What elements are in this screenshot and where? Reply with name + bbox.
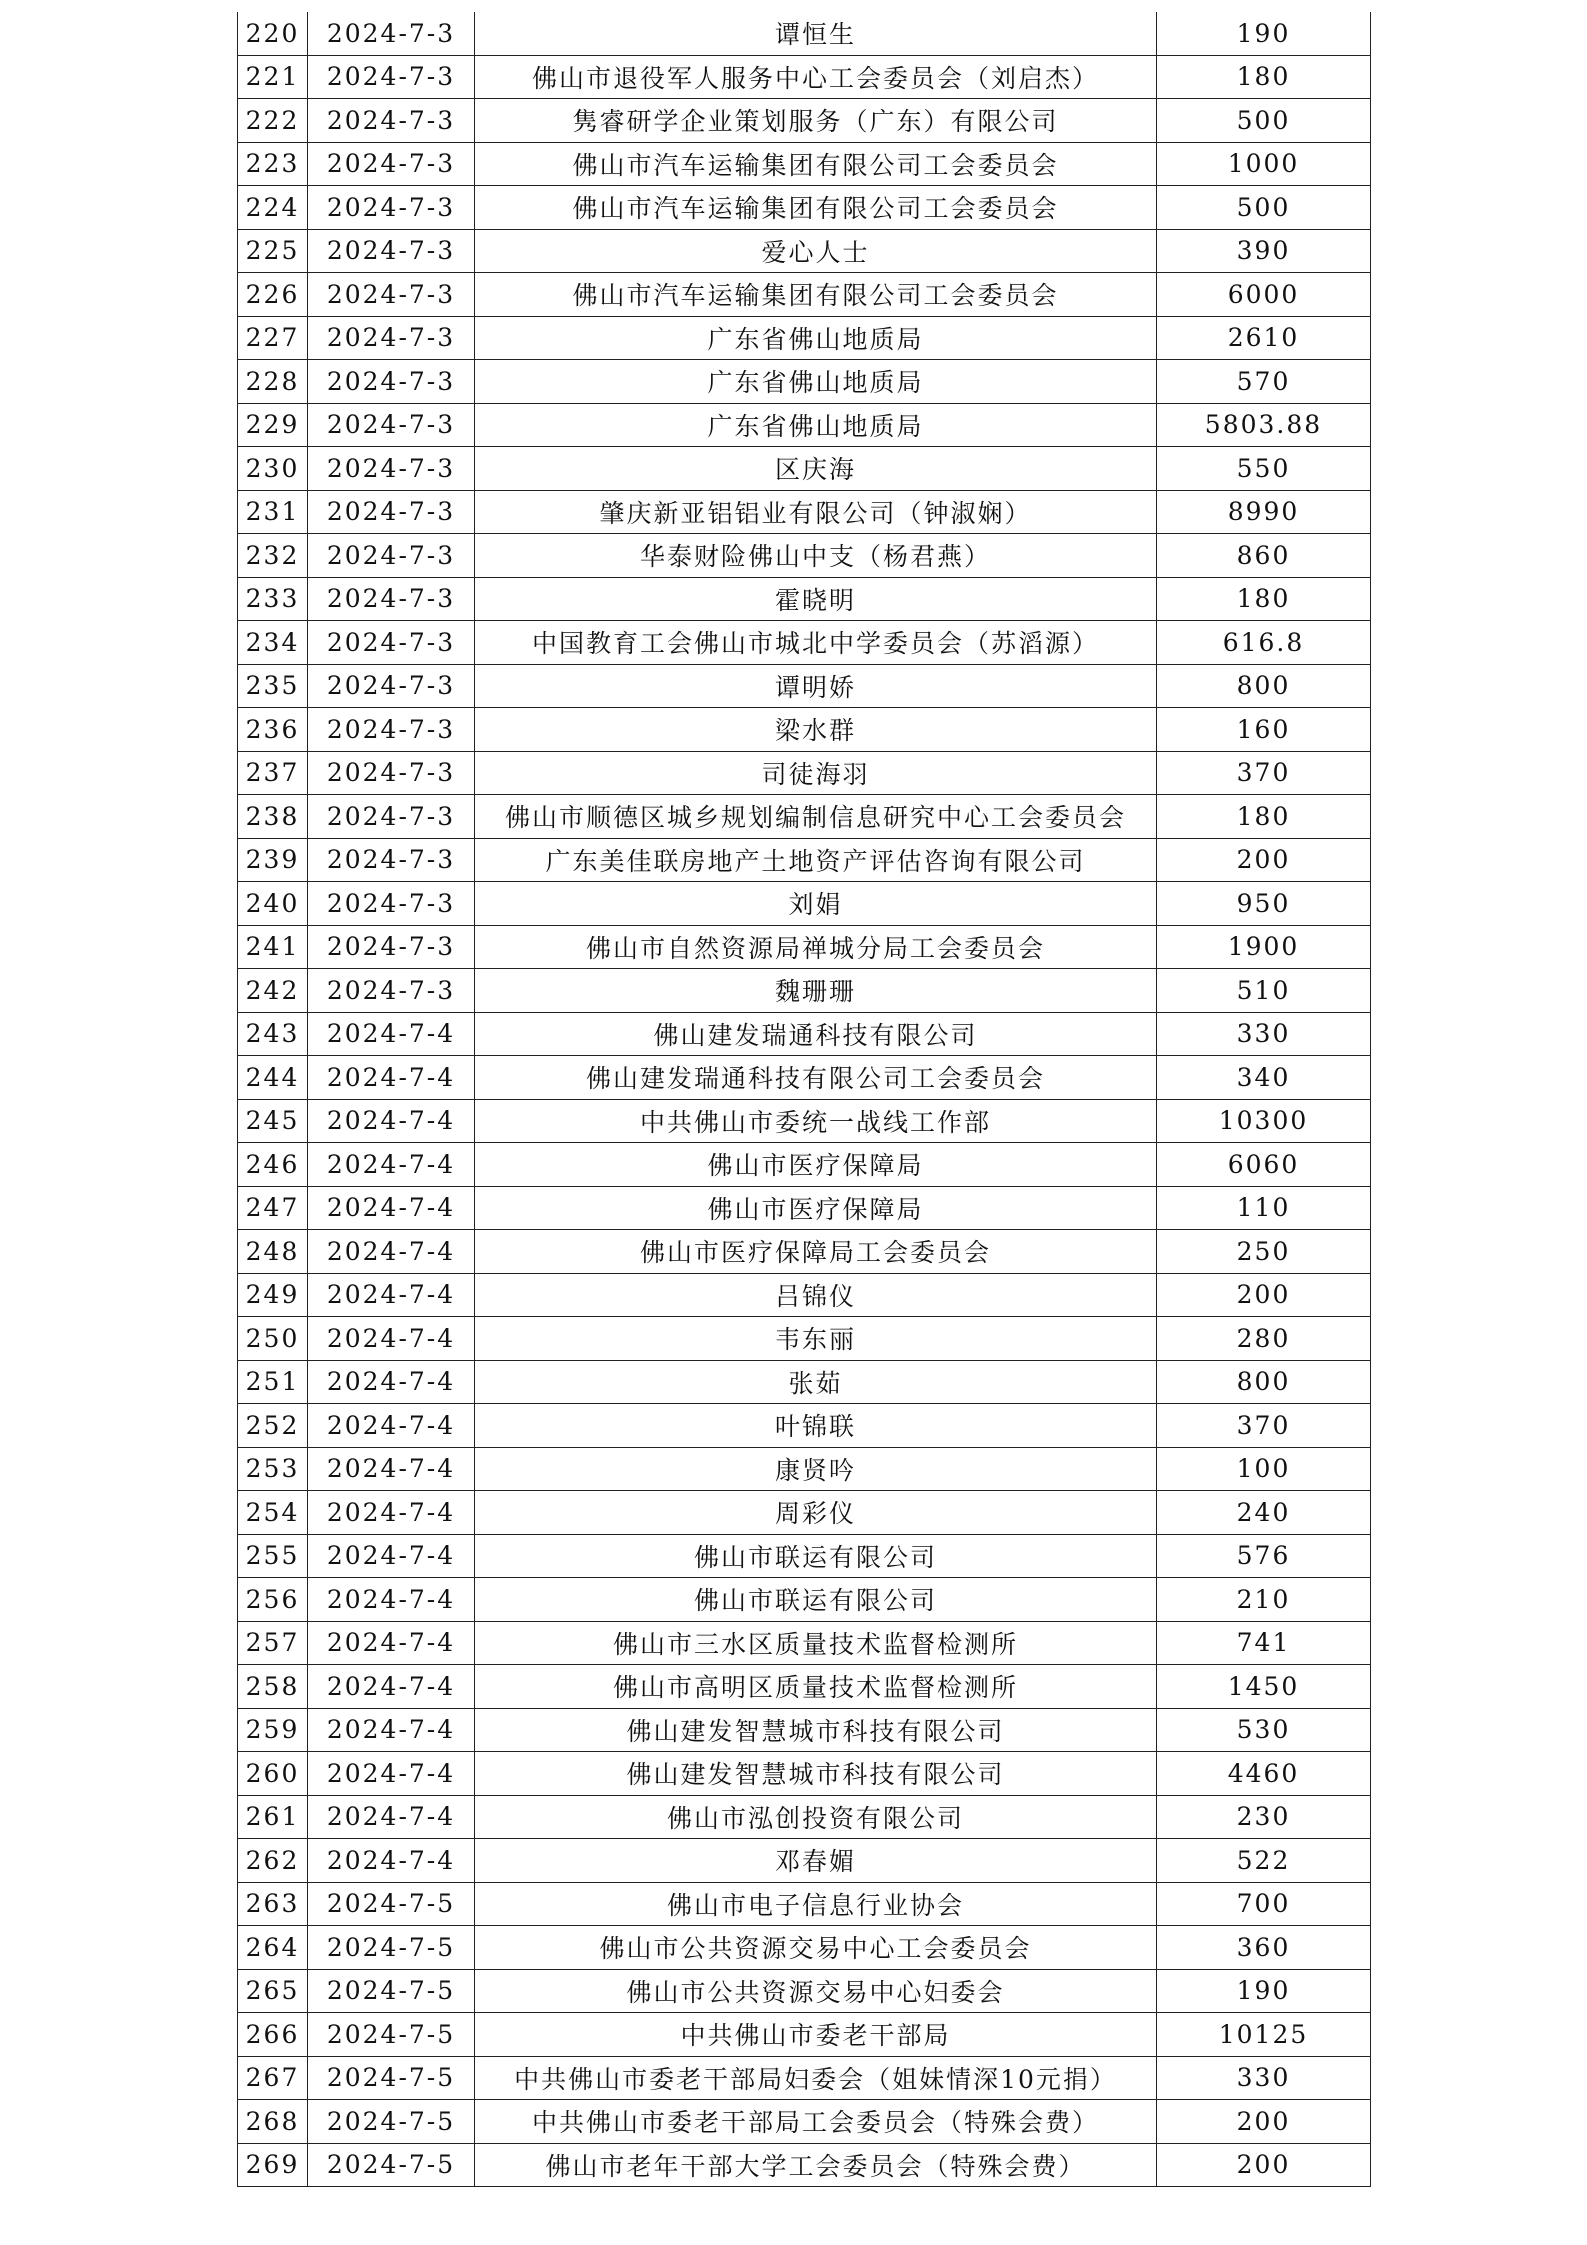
table-row: [238, 1056, 1371, 1100]
row-amount: 522: [1157, 1839, 1371, 1883]
row-date: 2024-7-3: [308, 664, 475, 708]
table-row: [238, 838, 1371, 882]
row-number: 228: [238, 360, 308, 404]
table-row: [238, 403, 1371, 447]
row-number: 237: [238, 751, 308, 795]
row-amount: 741: [1157, 1621, 1371, 1665]
row-number: 261: [238, 1795, 308, 1839]
row-date: 2024-7-3: [308, 55, 475, 99]
row-date: 2024-7-4: [308, 1143, 475, 1187]
table-row: [238, 1273, 1371, 1317]
table-row: [238, 1708, 1371, 1752]
row-date: 2024-7-5: [308, 1882, 475, 1926]
row-donor-name: 佛山建发瑞通科技有限公司工会委员会: [475, 1056, 1157, 1100]
row-donor-name: 华泰财险佛山中支（杨君燕）: [475, 534, 1157, 578]
row-amount: 10300: [1157, 1099, 1371, 1143]
row-date: 2024-7-3: [308, 795, 475, 839]
row-donor-name: 佛山市自然资源局禅城分局工会委员会: [475, 925, 1157, 969]
row-donor-name: 佛山市汽车运输集团有限公司工会委员会: [475, 142, 1157, 186]
row-number: 246: [238, 1143, 308, 1187]
row-number: 245: [238, 1099, 308, 1143]
row-donor-name: 广东美佳联房地产土地资产评估咨询有限公司: [475, 838, 1157, 882]
row-date: 2024-7-4: [308, 1317, 475, 1361]
table-row: [238, 969, 1371, 1013]
row-number: 258: [238, 1665, 308, 1709]
row-donor-name: 中共佛山市委统一战线工作部: [475, 1099, 1157, 1143]
row-amount: 100: [1157, 1447, 1371, 1491]
table-row: [238, 1752, 1371, 1796]
row-number: 220: [238, 12, 308, 55]
row-donor-name: 佛山市顺德区城乡规划编制信息研究中心工会委员会: [475, 795, 1157, 839]
table-row: [238, 1143, 1371, 1187]
table-row: [238, 2056, 1371, 2100]
row-amount: 200: [1157, 838, 1371, 882]
row-donor-name: 佛山建发智慧城市科技有限公司: [475, 1708, 1157, 1752]
row-donor-name: 佛山市公共资源交易中心妇委会: [475, 1969, 1157, 2013]
row-amount: 576: [1157, 1534, 1371, 1578]
row-number: 253: [238, 1447, 308, 1491]
table-row: [238, 621, 1371, 665]
row-amount: 510: [1157, 969, 1371, 1013]
table-row: [238, 664, 1371, 708]
row-number: 255: [238, 1534, 308, 1578]
row-number: 238: [238, 795, 308, 839]
row-donor-name: 佛山市老年干部大学工会委员会（特殊会费）: [475, 2143, 1157, 2187]
row-donor-name: 佛山市汽车运输集团有限公司工会委员会: [475, 273, 1157, 317]
row-number: 250: [238, 1317, 308, 1361]
row-number: 252: [238, 1404, 308, 1448]
table-row: [238, 12, 1371, 55]
row-date: 2024-7-4: [308, 1578, 475, 1622]
row-number: 235: [238, 664, 308, 708]
row-amount: 860: [1157, 534, 1371, 578]
row-amount: 340: [1157, 1056, 1371, 1100]
row-amount: 180: [1157, 795, 1371, 839]
row-number: 267: [238, 2056, 308, 2100]
row-number: 229: [238, 403, 308, 447]
table-row: [238, 1839, 1371, 1883]
row-date: 2024-7-4: [308, 1056, 475, 1100]
row-amount: 210: [1157, 1578, 1371, 1622]
table-row: [238, 490, 1371, 534]
row-donor-name: 中共佛山市委老干部局妇委会（姐妹情深10元捐）: [475, 2056, 1157, 2100]
row-amount: 6000: [1157, 273, 1371, 317]
row-number: 268: [238, 2100, 308, 2144]
row-amount: 230: [1157, 1795, 1371, 1839]
row-amount: 530: [1157, 1708, 1371, 1752]
row-donor-name: 中共佛山市委老干部局工会委员会（特殊会费）: [475, 2100, 1157, 2144]
row-donor-name: 区庆海: [475, 447, 1157, 491]
row-number: 234: [238, 621, 308, 665]
row-date: 2024-7-5: [308, 2056, 475, 2100]
row-donor-name: 佛山市电子信息行业协会: [475, 1882, 1157, 1926]
row-date: 2024-7-5: [308, 2013, 475, 2057]
row-amount: 8990: [1157, 490, 1371, 534]
table-row: [238, 186, 1371, 230]
row-number: 236: [238, 708, 308, 752]
table-row: [238, 708, 1371, 752]
table-row: [238, 534, 1371, 578]
row-date: 2024-7-4: [308, 1099, 475, 1143]
row-amount: 550: [1157, 447, 1371, 491]
row-donor-name: 佛山市三水区质量技术监督检测所: [475, 1621, 1157, 1665]
row-donor-name: 佛山市联运有限公司: [475, 1534, 1157, 1578]
row-number: 230: [238, 447, 308, 491]
row-date: 2024-7-3: [308, 708, 475, 752]
table-row: [238, 1621, 1371, 1665]
row-date: 2024-7-3: [308, 316, 475, 360]
row-date: 2024-7-3: [308, 12, 475, 55]
table-row: [238, 1447, 1371, 1491]
table-row: [238, 2143, 1371, 2187]
row-number: 242: [238, 969, 308, 1013]
row-donor-name: 魏珊珊: [475, 969, 1157, 1013]
row-date: 2024-7-3: [308, 751, 475, 795]
row-number: 257: [238, 1621, 308, 1665]
row-number: 222: [238, 99, 308, 143]
row-date: 2024-7-3: [308, 838, 475, 882]
row-number: 221: [238, 55, 308, 99]
row-date: 2024-7-5: [308, 2100, 475, 2144]
table-row: [238, 751, 1371, 795]
row-number: 243: [238, 1012, 308, 1056]
table-row: [238, 1969, 1371, 2013]
row-date: 2024-7-5: [308, 2143, 475, 2187]
row-donor-name: 中共佛山市委老干部局: [475, 2013, 1157, 2057]
row-amount: 180: [1157, 55, 1371, 99]
row-amount: 160: [1157, 708, 1371, 752]
row-date: 2024-7-4: [308, 1534, 475, 1578]
row-number: 232: [238, 534, 308, 578]
row-number: 227: [238, 316, 308, 360]
row-donor-name: 叶锦联: [475, 1404, 1157, 1448]
row-number: 223: [238, 142, 308, 186]
row-amount: 10125: [1157, 2013, 1371, 2057]
row-amount: 500: [1157, 99, 1371, 143]
table-row: [238, 1099, 1371, 1143]
row-donor-name: 佛山市高明区质量技术监督检测所: [475, 1665, 1157, 1709]
row-amount: 2610: [1157, 316, 1371, 360]
row-amount: 4460: [1157, 1752, 1371, 1796]
row-donor-name: 吕锦仪: [475, 1273, 1157, 1317]
table-row: [238, 360, 1371, 404]
table-row: [238, 2013, 1371, 2057]
row-donor-name: 谭恒生: [475, 12, 1157, 55]
table-row: [238, 1012, 1371, 1056]
row-amount: 360: [1157, 1926, 1371, 1970]
row-donor-name: 广东省佛山地质局: [475, 360, 1157, 404]
row-number: 248: [238, 1230, 308, 1274]
table-row: [238, 925, 1371, 969]
row-number: 225: [238, 229, 308, 273]
row-donor-name: 佛山市泓创投资有限公司: [475, 1795, 1157, 1839]
row-date: 2024-7-3: [308, 447, 475, 491]
row-date: 2024-7-3: [308, 229, 475, 273]
row-date: 2024-7-4: [308, 1491, 475, 1535]
row-donor-name: 刘娟: [475, 882, 1157, 926]
row-number: 240: [238, 882, 308, 926]
row-donor-name: 梁水群: [475, 708, 1157, 752]
row-date: 2024-7-4: [308, 1012, 475, 1056]
row-date: 2024-7-5: [308, 1969, 475, 2013]
table-row: [238, 142, 1371, 186]
row-date: 2024-7-3: [308, 925, 475, 969]
table-row: [238, 1882, 1371, 1926]
row-donor-name: 广东省佛山地质局: [475, 316, 1157, 360]
row-date: 2024-7-3: [308, 882, 475, 926]
row-amount: 180: [1157, 577, 1371, 621]
row-donor-name: 佛山市退役军人服务中心工会委员会（刘启杰）: [475, 55, 1157, 99]
row-donor-name: 佛山市汽车运输集团有限公司工会委员会: [475, 186, 1157, 230]
row-amount: 1000: [1157, 142, 1371, 186]
row-number: 241: [238, 925, 308, 969]
row-amount: 200: [1157, 2100, 1371, 2144]
row-date: 2024-7-3: [308, 273, 475, 317]
row-number: 266: [238, 2013, 308, 2057]
row-number: 233: [238, 577, 308, 621]
row-number: 231: [238, 490, 308, 534]
row-donor-name: 佛山市联运有限公司: [475, 1578, 1157, 1622]
row-donor-name: 周彩仪: [475, 1491, 1157, 1535]
table-row: [238, 1926, 1371, 1970]
donation-table-body: [238, 12, 1371, 2187]
row-donor-name: 佛山建发瑞通科技有限公司: [475, 1012, 1157, 1056]
table-row: [238, 99, 1371, 143]
row-number: 264: [238, 1926, 308, 1970]
row-date: 2024-7-3: [308, 360, 475, 404]
row-date: 2024-7-3: [308, 403, 475, 447]
table-row: [238, 1665, 1371, 1709]
row-date: 2024-7-4: [308, 1752, 475, 1796]
table-row: [238, 1230, 1371, 1274]
row-donor-name: 佛山市医疗保障局: [475, 1186, 1157, 1230]
table-row: [238, 55, 1371, 99]
row-date: 2024-7-4: [308, 1708, 475, 1752]
table-row: [238, 273, 1371, 317]
row-amount: 390: [1157, 229, 1371, 273]
table-row: [238, 795, 1371, 839]
table-row: [238, 1795, 1371, 1839]
row-donor-name: 中国教育工会佛山市城北中学委员会（苏滔源）: [475, 621, 1157, 665]
table-row: [238, 2100, 1371, 2144]
row-date: 2024-7-4: [308, 1404, 475, 1448]
row-date: 2024-7-4: [308, 1360, 475, 1404]
row-date: 2024-7-4: [308, 1230, 475, 1274]
row-amount: 570: [1157, 360, 1371, 404]
row-amount: 110: [1157, 1186, 1371, 1230]
row-date: 2024-7-4: [308, 1621, 475, 1665]
row-date: 2024-7-3: [308, 969, 475, 1013]
row-date: 2024-7-3: [308, 577, 475, 621]
row-number: 254: [238, 1491, 308, 1535]
row-amount: 1900: [1157, 925, 1371, 969]
row-donor-name: 隽睿研学企业策划服务（广东）有限公司: [475, 99, 1157, 143]
table-row: [238, 1360, 1371, 1404]
row-amount: 200: [1157, 1273, 1371, 1317]
row-donor-name: 康贤吟: [475, 1447, 1157, 1491]
table-row: [238, 1404, 1371, 1448]
row-amount: 190: [1157, 12, 1371, 55]
row-amount: 1450: [1157, 1665, 1371, 1709]
row-date: 2024-7-3: [308, 186, 475, 230]
row-amount: 330: [1157, 1012, 1371, 1056]
row-amount: 6060: [1157, 1143, 1371, 1187]
row-donor-name: 佛山建发智慧城市科技有限公司: [475, 1752, 1157, 1796]
table-row: [238, 882, 1371, 926]
row-amount: 616.8: [1157, 621, 1371, 665]
row-amount: 800: [1157, 664, 1371, 708]
row-amount: 200: [1157, 2143, 1371, 2187]
row-donor-name: 佛山市公共资源交易中心工会委员会: [475, 1926, 1157, 1970]
row-number: 256: [238, 1578, 308, 1622]
row-amount: 370: [1157, 751, 1371, 795]
row-donor-name: 爱心人士: [475, 229, 1157, 273]
row-donor-name: 张茹: [475, 1360, 1157, 1404]
table-row: [238, 1578, 1371, 1622]
row-date: 2024-7-3: [308, 621, 475, 665]
donation-table: [237, 12, 1371, 2187]
row-date: 2024-7-4: [308, 1795, 475, 1839]
row-number: 260: [238, 1752, 308, 1796]
row-date: 2024-7-4: [308, 1839, 475, 1883]
row-number: 265: [238, 1969, 308, 2013]
table-row: [238, 1534, 1371, 1578]
row-number: 259: [238, 1708, 308, 1752]
row-amount: 370: [1157, 1404, 1371, 1448]
row-donor-name: 肇庆新亚铝铝业有限公司（钟淑娴）: [475, 490, 1157, 534]
row-number: 244: [238, 1056, 308, 1100]
row-date: 2024-7-4: [308, 1273, 475, 1317]
row-number: 269: [238, 2143, 308, 2187]
row-number: 239: [238, 838, 308, 882]
row-number: 251: [238, 1360, 308, 1404]
row-donor-name: 佛山市医疗保障局工会委员会: [475, 1230, 1157, 1274]
table-row: [238, 577, 1371, 621]
row-date: 2024-7-3: [308, 534, 475, 578]
row-donor-name: 邓春媚: [475, 1839, 1157, 1883]
row-donor-name: 广东省佛山地质局: [475, 403, 1157, 447]
row-number: 263: [238, 1882, 308, 1926]
table-row: [238, 1317, 1371, 1361]
row-amount: 950: [1157, 882, 1371, 926]
row-date: 2024-7-3: [308, 99, 475, 143]
row-number: 249: [238, 1273, 308, 1317]
row-amount: 330: [1157, 2056, 1371, 2100]
row-date: 2024-7-4: [308, 1665, 475, 1709]
row-date: 2024-7-4: [308, 1447, 475, 1491]
table-row: [238, 316, 1371, 360]
row-donor-name: 霍晓明: [475, 577, 1157, 621]
row-amount: 250: [1157, 1230, 1371, 1274]
table-row: [238, 229, 1371, 273]
row-amount: 5803.88: [1157, 403, 1371, 447]
row-number: 224: [238, 186, 308, 230]
row-number: 247: [238, 1186, 308, 1230]
row-donor-name: 谭明娇: [475, 664, 1157, 708]
row-date: 2024-7-4: [308, 1186, 475, 1230]
row-amount: 280: [1157, 1317, 1371, 1361]
row-amount: 500: [1157, 186, 1371, 230]
table-row: [238, 447, 1371, 491]
row-amount: 800: [1157, 1360, 1371, 1404]
row-date: 2024-7-5: [308, 1926, 475, 1970]
row-donor-name: 韦东丽: [475, 1317, 1157, 1361]
table-row: [238, 1491, 1371, 1535]
row-date: 2024-7-3: [308, 490, 475, 534]
row-donor-name: 佛山市医疗保障局: [475, 1143, 1157, 1187]
row-amount: 240: [1157, 1491, 1371, 1535]
row-number: 262: [238, 1839, 308, 1883]
row-date: 2024-7-3: [308, 142, 475, 186]
row-amount: 190: [1157, 1969, 1371, 2013]
row-number: 226: [238, 273, 308, 317]
row-amount: 700: [1157, 1882, 1371, 1926]
row-donor-name: 司徒海羽: [475, 751, 1157, 795]
table-row: [238, 1186, 1371, 1230]
